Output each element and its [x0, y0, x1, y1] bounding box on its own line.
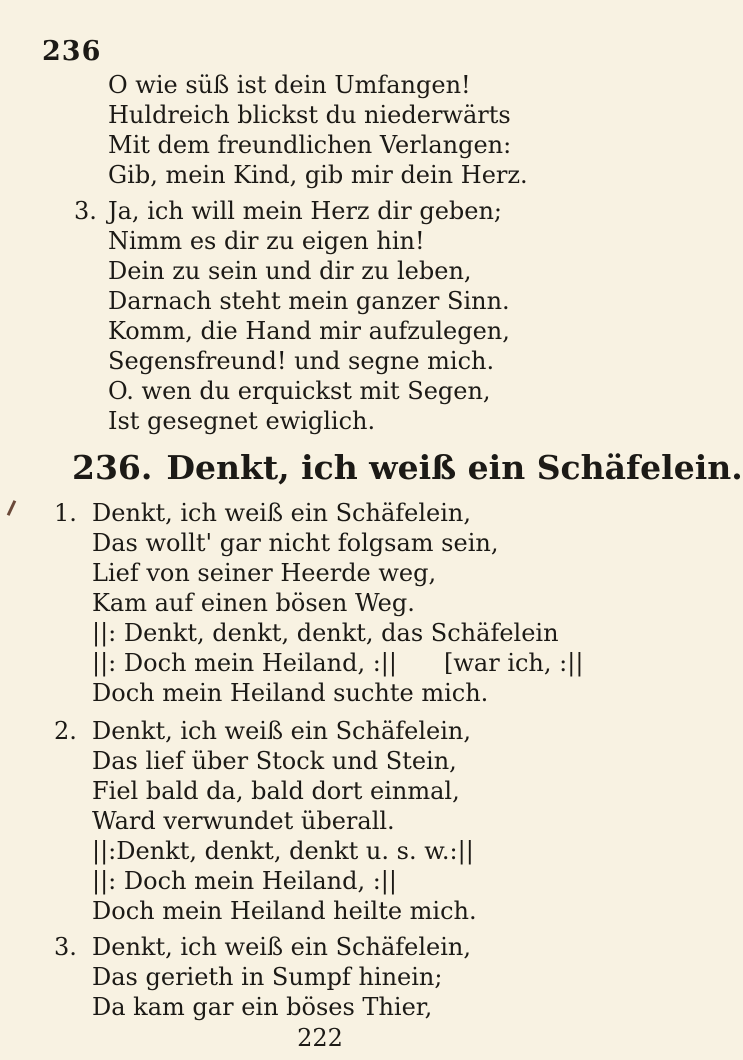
verse-number: 3. [74, 197, 97, 225]
verse-line: Segensfreund! und segne mich. [108, 347, 495, 375]
verse-line: O wie süß ist dein Umfangen! [108, 71, 471, 99]
verse-number: 2. [54, 717, 77, 745]
verse-line: Huldreich blickst du niederwärts [108, 101, 511, 129]
verse-line: Doch mein Heiland suchte mich. [92, 679, 489, 707]
verse-line: Dein zu sein und dir zu leben, [108, 257, 472, 285]
folio-page-number: 222 [297, 1024, 343, 1052]
hymn-number: 236. [72, 448, 153, 487]
verse-line: Ward verwundet überall. [92, 807, 395, 835]
verse-line: ||: Doch mein Heiland, :|| [92, 867, 397, 895]
verse-line: Komm, die Hand mir aufzulegen, [108, 317, 510, 345]
verse-line: Fiel bald da, bald dort einmal, [92, 777, 460, 805]
verse-number: 1. [54, 499, 77, 527]
margin-pencil-mark [7, 500, 16, 516]
hymn-title [72, 448, 743, 487]
verse-number: 3. [54, 933, 77, 961]
verse-line: Das wollt' gar nicht folgsam sein, [92, 529, 499, 557]
verse-line: Ist gesegnet ewiglich. [108, 407, 376, 435]
verse-line: Nimm es dir zu eigen hin! [108, 227, 425, 255]
verse-line-continuation: [war ich, :|| [444, 649, 584, 677]
running-head-page-number: 236 [42, 36, 102, 67]
verse-line: Mit dem freundlichen Verlangen: [108, 131, 512, 159]
verse-line: Kam auf einen bösen Weg. [92, 589, 415, 617]
verse-line: Doch mein Heiland heilte mich. [92, 897, 477, 925]
verse-line: ||:Denkt, denkt, denkt u. s. w.:|| [92, 837, 474, 865]
verse-line: Das gerieth in Sumpf hinein; [92, 963, 443, 991]
hymn-title-text: Denkt, ich weiß ein Schäfelein. [166, 448, 743, 487]
verse-line: Denkt, ich weiß ein Schäfelein, [92, 499, 471, 527]
verse-line: Ja, ich will mein Herz dir geben; [108, 197, 503, 225]
verse-line: Gib, mein Kind, gib mir dein Herz. [108, 161, 528, 189]
verse-line: O. wen du erquickst mit Segen, [108, 377, 491, 405]
verse-line: Da kam gar ein böses Thier, [92, 993, 433, 1021]
verse-line: Denkt, ich weiß ein Schäfelein, [92, 933, 471, 961]
verse-line: Darnach steht mein ganzer Sinn. [108, 287, 510, 315]
verse-line: Das lief über Stock und Stein, [92, 747, 457, 775]
verse-line: ||: Doch mein Heiland, :|| [92, 649, 397, 677]
verse-line: Lief von seiner Heerde weg, [92, 559, 437, 587]
verse-line: Denkt, ich weiß ein Schäfelein, [92, 717, 471, 745]
verse-line: ||: Denkt, denkt, denkt, das Schäfelein [92, 619, 559, 647]
